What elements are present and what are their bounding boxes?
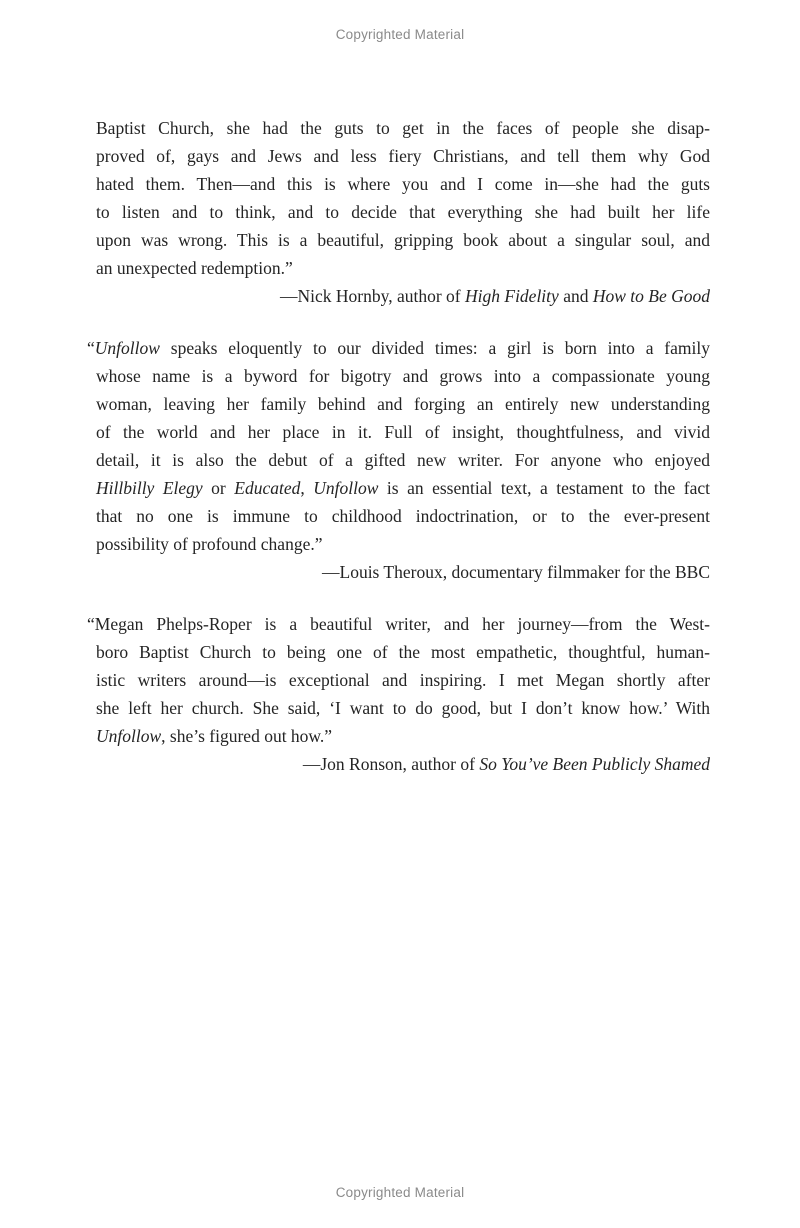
quote-line [96, 666, 710, 694]
text-segment: possibility of profound change.” [96, 534, 323, 554]
text-segment: of the world and her place in it. Full of insight, thoughtfulness, and vivid [96, 422, 710, 442]
quote-line [96, 446, 710, 474]
text-segment: —Nick Hornby, author of [279, 286, 465, 306]
quote-line [87, 610, 710, 638]
text-segment: “Megan Phelps-Roper is a beautiful writer, and her journey—from the West- [87, 614, 710, 634]
text-segment: Baptist Church, she had the guts to get in the faces of people she disap- [96, 118, 710, 138]
praise-quotes-container [87, 114, 711, 802]
quote-block [87, 610, 710, 778]
text-segment: detail, it is also the debut of a gifted new writer. For anyone who enjoyed [96, 450, 710, 470]
book-title-italic: Hillbilly Elegy [96, 478, 203, 498]
text-segment: woman, leaving her family behind and forging an entirely new understanding [96, 394, 710, 414]
quote-attribution [96, 558, 710, 586]
book-title-italic: Unfollow [313, 478, 379, 498]
text-segment: or [202, 478, 235, 498]
text-segment: —Louis Theroux, documentary filmmaker for the BBC [322, 562, 710, 582]
quote-block [87, 334, 711, 586]
text-segment: is an essential text, a testament to the fact [378, 478, 711, 498]
book-title-italic: Unfollow [96, 726, 162, 746]
quote-line [87, 334, 710, 362]
quote-line [96, 530, 710, 558]
text-segment: upon was wrong. This is a beautiful, gripping book about a singular soul, and [96, 230, 710, 250]
book-title-italic: Educated [234, 478, 301, 498]
quote-line [96, 638, 710, 666]
quote-line [96, 254, 710, 282]
quote-attribution [96, 750, 710, 778]
quote-line [96, 390, 710, 418]
quote-line [96, 226, 710, 254]
text-segment: an unexpected redemption.” [96, 258, 293, 278]
quote-line [96, 694, 710, 722]
quote-line [96, 362, 710, 390]
quote-line [96, 474, 710, 502]
quote-line [96, 142, 710, 170]
text-segment: whose name is a byword for bigotry and grows into a compassionate young [96, 366, 710, 386]
text-segment: she left her church. She said, ‘I want to do good, but I don’t know how.’ With [96, 698, 710, 718]
text-segment: istic writers around—is exceptional and inspiring. I met Megan shortly after [96, 670, 710, 690]
text-segment: boro Baptist Church to being one of the most empathetic, thoughtful, human- [96, 642, 710, 662]
quote-line [96, 418, 710, 446]
copyright-notice-bottom: Copyrighted Material [335, 1185, 465, 1200]
quote-block [96, 114, 710, 310]
book-title-italic: High Fidelity [465, 286, 559, 306]
text-segment: speaks eloquently to our divided times: a girl is born into a family [159, 338, 710, 358]
book-title-italic: How to Be Good [592, 286, 710, 306]
text-segment: hated them. Then—and this is where you and I come in—she had the guts [96, 174, 710, 194]
text-segment: to listen and to think, and to decide that everything she had built her life [96, 202, 710, 222]
text-segment: —Jon Ronson, author of [302, 754, 480, 774]
text-segment: , [300, 478, 314, 498]
book-title-italic: Unfollow [94, 338, 160, 358]
text-segment: that no one is immune to childhood indoctrination, or to the ever-present [96, 506, 710, 526]
text-segment: proved of, gays and Jews and less fiery Christians, and tell them why God [96, 146, 710, 166]
quote-line [96, 722, 710, 750]
quote-line [96, 198, 710, 226]
quote-line [96, 170, 710, 198]
text-segment: , she’s figured out how.” [161, 726, 333, 746]
quote-line [96, 502, 710, 530]
quote-attribution [96, 282, 710, 310]
text-segment: and [558, 286, 593, 306]
copyright-notice-top: Copyrighted Material [335, 27, 465, 42]
book-title-italic: So You’ve Been Publicly Shamed [479, 754, 710, 774]
text-segment: “ [87, 338, 95, 358]
quote-line [96, 114, 710, 142]
